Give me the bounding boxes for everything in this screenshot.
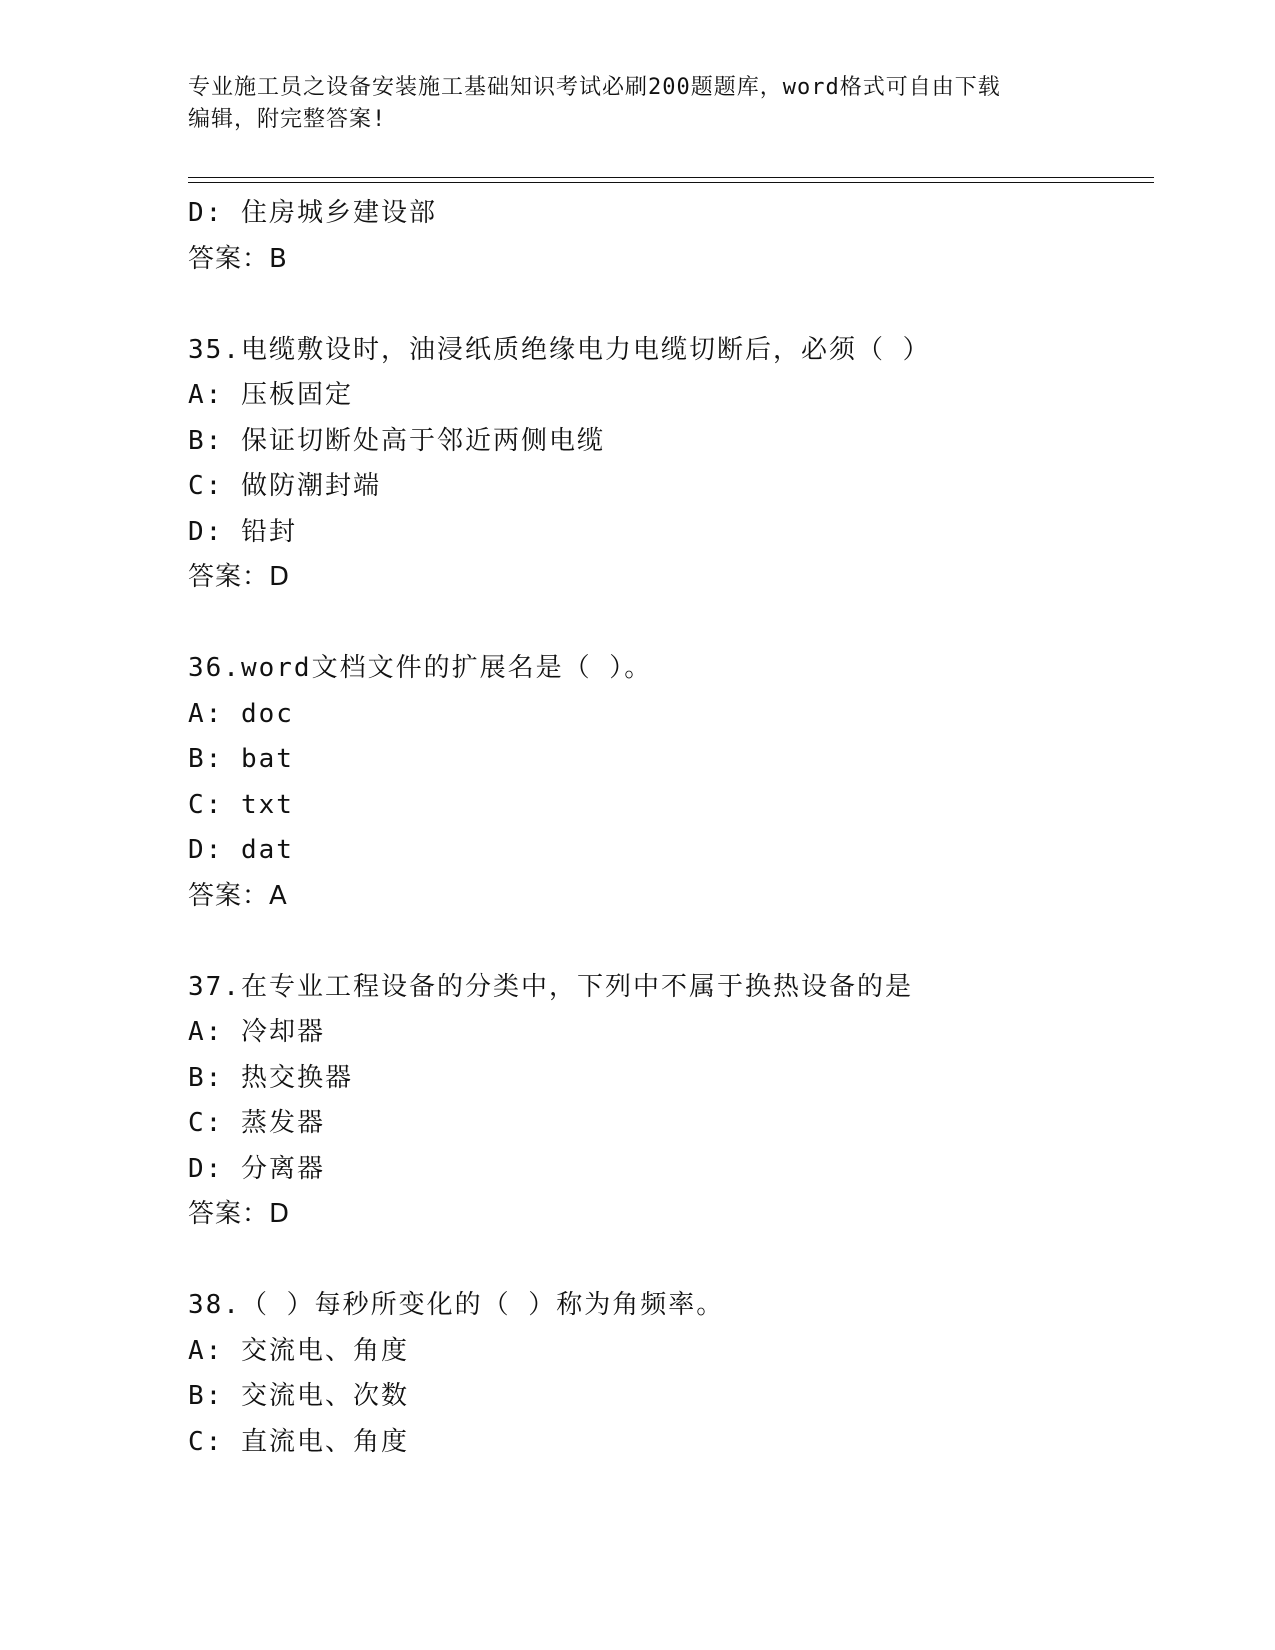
question-stem: 38.（ ）每秒所变化的（ ）称为角频率。 xyxy=(188,1290,725,1320)
spacer xyxy=(188,1238,1154,1284)
header-line-1: 专业施工员之设备安装施工基础知识考试必刷200题题库，word格式可自由下载 xyxy=(188,75,1001,100)
option-b: B: 交流电、次数 xyxy=(188,1381,409,1411)
question-stem: 35.电缆敷设时，油浸纸质绝缘电力电缆切断后，必须（ ） xyxy=(188,334,931,365)
option-c: C: 蒸发器 xyxy=(188,1108,325,1138)
option-b: B: 热交换器 xyxy=(188,1062,353,1093)
option-d: D: dat xyxy=(188,835,294,865)
option-b: B: bat xyxy=(188,744,294,774)
question-37 xyxy=(188,965,1154,1238)
answer-line: 答案：D xyxy=(188,562,291,592)
option-c: C: 直流电、角度 xyxy=(188,1426,409,1457)
header-divider-top xyxy=(188,177,1154,178)
header-line-2: 编辑，附完整答案! xyxy=(188,107,387,132)
question-stem: 37.在专业工程设备的分类中，下列中不属于换热设备的是 xyxy=(188,971,913,1002)
document-header xyxy=(188,72,1088,136)
option-c: C: txt xyxy=(188,789,294,820)
option-a: A: 交流电、角度 xyxy=(188,1335,409,1366)
option-a: A: 压板固定 xyxy=(188,380,353,410)
question-36 xyxy=(188,646,1154,919)
question-stem: 36.word文档文件的扩展名是（ ）。 xyxy=(188,653,653,683)
spacer xyxy=(188,919,1154,965)
question-list xyxy=(188,191,1154,1465)
option-d: D: 铅封 xyxy=(188,516,297,547)
answer-line: 答案：D xyxy=(188,1199,291,1229)
spacer xyxy=(188,282,1154,328)
answer-line: 答案：B xyxy=(188,243,288,274)
question-35 xyxy=(188,328,1154,601)
option-d: D: 分离器 xyxy=(188,1153,325,1184)
spacer xyxy=(188,601,1154,647)
answer-line: 答案：A xyxy=(188,880,288,911)
header-divider-bottom xyxy=(188,182,1154,183)
question-38 xyxy=(188,1283,1154,1465)
option-b: B: 保证切断处高于邻近两侧电缆 xyxy=(188,425,605,456)
option-c: C: 做防潮封端 xyxy=(188,471,381,501)
option-a: A: 冷却器 xyxy=(188,1017,325,1047)
option-d: D: 住房城乡建设部 xyxy=(188,198,437,228)
option-a: A: doc xyxy=(188,698,294,729)
question-34-tail xyxy=(188,191,1154,282)
